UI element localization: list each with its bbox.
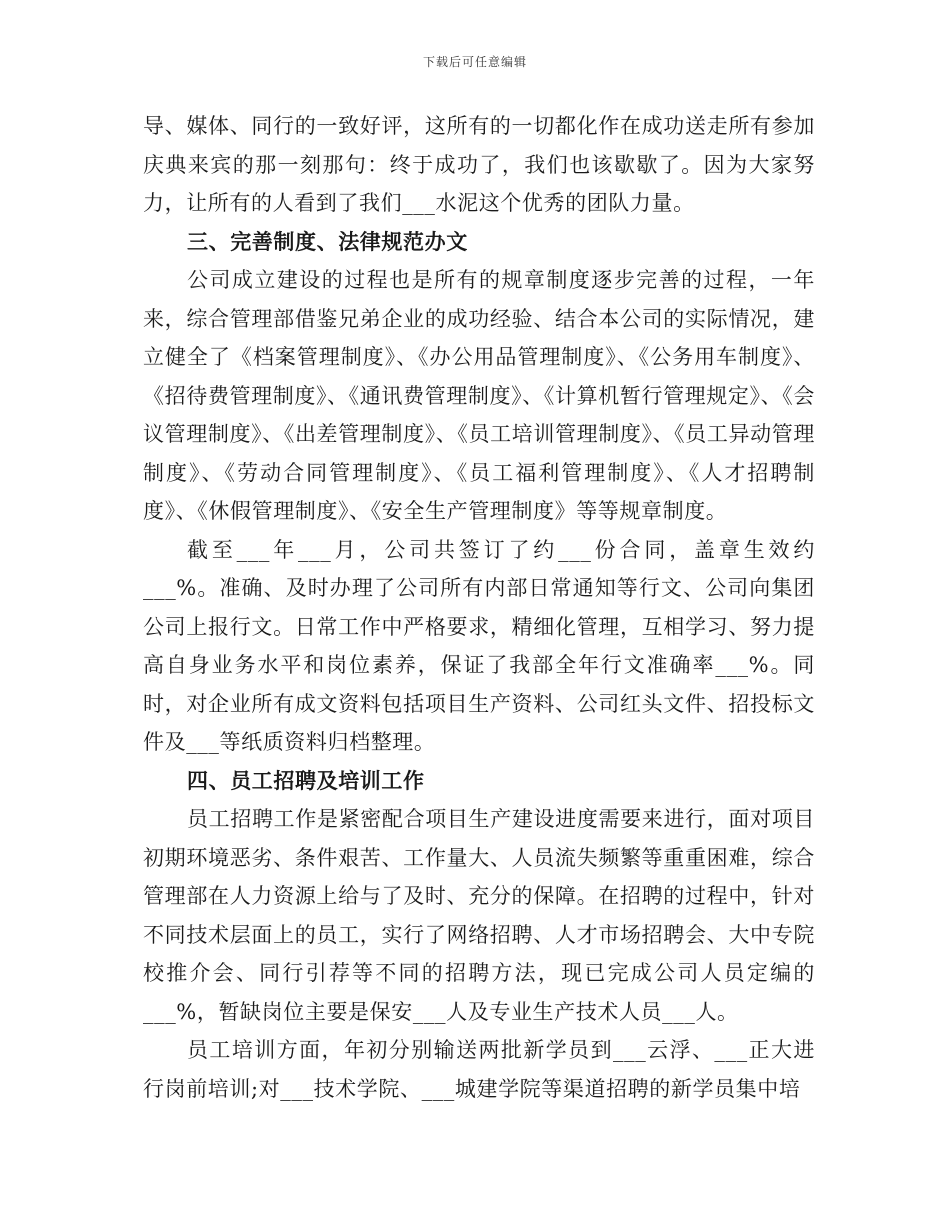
section-heading-3: 三、完善制度、法律规范办文 xyxy=(187,228,468,254)
paragraph-continuation: 导、媒体、同行的一致好评，这所有的一切都化作在成功送走所有参加庆典来宾的那一刻那句：终于成功了，我们也该歇歇了。因为大家努力，让所有的人看到了我们___水泥这个优秀的团队力量。 xyxy=(143,114,815,215)
section-heading-4: 四、员工招聘及培训工作 xyxy=(187,767,425,793)
paragraph-recruitment: 员工招聘工作是紧密配合项目生产建设进度需要来进行，面对项目初期环境恶劣、条件艰苦、工作量大、人员流失频繁等重重困难，综合管理部在人力资源上给与了及时、充分的保障。在招聘的过程中，针对不同技术层面上的员工，实行了网络招聘、人才市场招聘会、大中专院校推介会、同行引荐等不同的招聘方法，现已完成公司人员定编的___%，暂缺岗位主要是保安___人及专业生产技术人员___人。 xyxy=(143,807,815,1024)
paragraph-contracts: 截至___年___月，公司共签订了约___份合同，盖章生效约___%。准确、及时办理了公司所有内部日常通知等行文、公司向集团公司上报行文。日常工作中严格要求，精细化管理，互相学习、努力提高自身业务水平和岗位素养，保证了我部全年行文准确率___%。同时，对企业所有成文资料包括项目生产资料、公司红头文件、招投标文件及___等纸质资料归档整理。 xyxy=(143,537,815,754)
paragraph-training: 员工培训方面，年初分别输送两批新学员到___云浮、___正大进行岗前培训;对___技术学院、___城建学院等渠道招聘的新学员集中培 xyxy=(143,1038,815,1101)
page-header: 下载后可任意编辑 xyxy=(422,55,527,69)
document-body xyxy=(143,107,815,1108)
paragraph-regulations: 公司成立建设的过程也是所有的规章制度逐步完善的过程，一年来，综合管理部借鉴兄弟企业的成功经验、结合本公司的实际情况，建立健全了《档案管理制度》、《办公用品管理制度》、《公务用车制度》、《招待费管理制度》、《通讯费管理制度》、《计算机暂行管理规定》、《会议管理制度》、《出差管理制度》、《员工培训管理制度》、《员工异动管理制度》、《劳动合同管理制度》、《员工福利管理制度》、《人才招聘制度》、《休假管理制度》、《安全生产管理制度》等等规章制度。 xyxy=(143,268,815,523)
